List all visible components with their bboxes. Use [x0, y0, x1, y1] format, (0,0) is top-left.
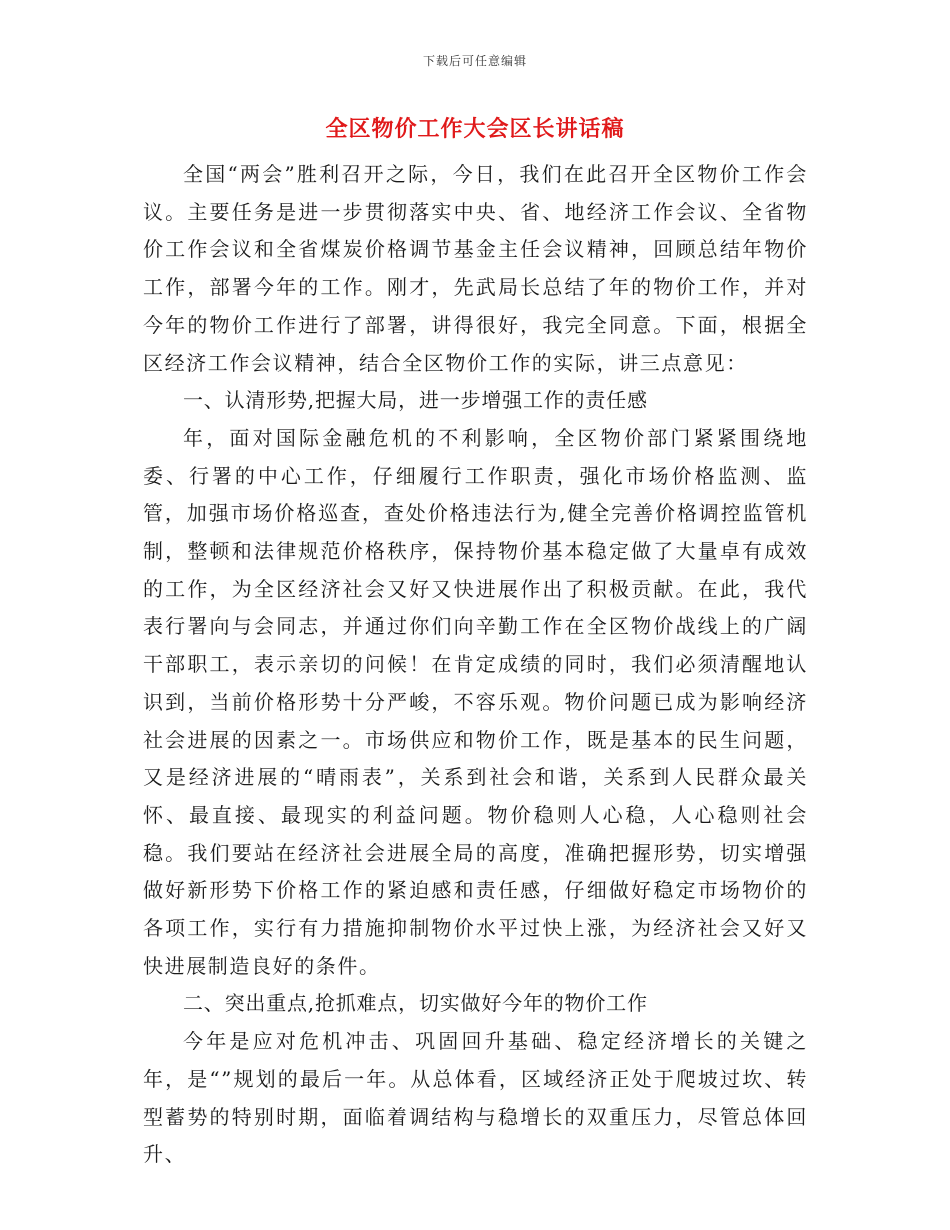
document-title: 全区物价工作大会区长讲话稿: [325, 117, 625, 142]
paragraph-section-2: 今年是应对危机冲击、巩固回升基础、稳定经济增长的关键之年，是“”规划的最后一年。从总体看，区域经济正处于爬坡过坎、转型蓄势的特别时期，面临着调结构与稳增长的双重压力，尽管总体回升、: [143, 1029, 808, 1167]
section-heading-2: 二、突出重点,抢抓难点，切实做好今年的物价工作: [183, 991, 648, 1016]
section-heading-1: 一、认清形势,把握大局，进一步增强工作的责任感: [183, 388, 648, 413]
paragraph-section-1: 年，面对国际金融危机的不利影响，全区物价部门紧紧围绕地委、行署的中心工作，仔细履行工作职责，强化市场价格监测、监管，加强市场价格巡查，查处价格违法行为,健全完善价格调控监管机制，整顿和法律规范价格秩序，保持物价基本稳定做了大量卓有成效的工作，为全区经济社会又好又快进展作出了积极贡献。在此，我代表行署向与会同志，并通过你们向辛勤工作在全区物价战线上的广阔干部职工，表示亲切的问候！在肯定成绩的同时，我们必须清醒地认识到，当前价格形势十分严峻，不容乐观。物价问题已成为影响经济社会进展的因素之一。市场供应和物价工作，既是基本的民生问题，又是经济进展的“晴雨表”，关系到社会和谐，关系到人民群众最关怀、最直接、最现实的利益问题。物价稳则人心稳，人心稳则社会稳。我们要站在经济社会进展全局的高度，准确把握形势，切实增强做好新形势下价格工作的紧迫感和责任感，仔细做好稳定市场物价的各项工作，实行有力措施抑制物价水平过快上涨，为经济社会又好又快进展制造良好的条件。: [143, 425, 808, 978]
document-body: [143, 156, 808, 1174]
page-header-note: 下载后可任意编辑: [422, 54, 527, 68]
paragraph-intro: 全国“两会”胜利召开之际，今日，我们在此召开全区物价工作会议。主要任务是进一步贯彻落实中央、省、地经济工作会议、全省物价工作会议和全省煤炭价格调节基金主任会议精神，回顾总结年物价工作，部署今年的工作。刚才，先武局长总结了年的物价工作，并对今年的物价工作进行了部署，讲得很好，我完全同意。下面，根据全区经济工作会议精神，结合全区物价工作的实际，讲三点意见：: [143, 162, 808, 375]
